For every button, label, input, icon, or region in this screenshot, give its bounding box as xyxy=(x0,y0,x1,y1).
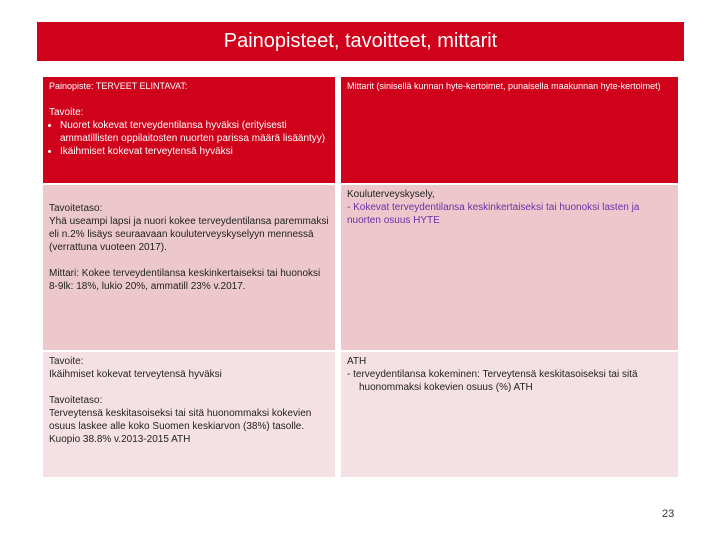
slide-title xyxy=(37,22,684,61)
target-level-heading: Tavoitetaso: xyxy=(49,203,103,214)
table-row xyxy=(43,351,678,478)
row1-left-cell xyxy=(43,184,338,351)
goal-heading: Tavoite: xyxy=(49,356,84,367)
metric-item-line1: - terveydentilansa kokeminen: Terveytensä keskitasoiseksi tai sitä xyxy=(347,369,638,380)
metric-item-line2: huonommaksi kokevien osuus (%) ATH xyxy=(359,382,533,393)
row1-right-cell xyxy=(338,184,678,351)
table-row xyxy=(43,184,678,351)
table-header-row xyxy=(43,77,678,184)
header-right-cell xyxy=(338,77,678,184)
metrics-label: Mittarit (sinisellä kunnan hyte-kertoimet, punaisella maakunnan hyte-kertoimet) xyxy=(347,81,661,91)
goals-table xyxy=(43,77,678,479)
page-number: 23 xyxy=(662,508,675,520)
target-level-text: Terveytensä keskitasoiseksi tai sitä huonommaksi kokevien osuus laskee alle koko Suomen keskiarvon (38%) tasolle. Kuopio 38.8% v.2013-2015 ATH xyxy=(49,408,312,445)
metric-item: - Kokevat terveydentilansa keskinkertaiseksi tai huonoksi lasten ja nuorten osuus HYTE xyxy=(347,202,640,226)
row2-left-cell xyxy=(43,351,338,478)
goal-text: Ikäihmiset kokevat terveytensä hyväksi xyxy=(49,369,222,380)
metric-source: ATH xyxy=(347,356,367,367)
focus-area-label: Painopiste: TERVEET ELINTAVAT: xyxy=(49,81,188,91)
target-level-heading: Tavoitetaso: xyxy=(49,395,103,406)
slide-title-text: Painopisteet, tavoitteet, mittarit xyxy=(223,30,498,52)
header-left-cell xyxy=(43,77,338,184)
metric-source: Kouluterveyskysely, xyxy=(347,189,435,200)
row2-right-cell xyxy=(338,351,678,478)
list-item: • Ikäihmiset kokevat terveytensä hyväksi xyxy=(60,145,329,158)
list-item: • Nuoret kokevat terveydentilansa hyväksi (erityisesti ammatillisten oppilaitosten nuorten parissa määrä lisääntyy) xyxy=(60,119,329,145)
metric-text: Mittari: Kokee terveydentilansa keskinkertaiseksi tai huonoksi 8-9lk: 18%, lukio 20%, ammatill 23% v.2017. xyxy=(49,268,321,292)
header-goal-heading: Tavoite: xyxy=(49,107,84,118)
header-goal-list xyxy=(49,119,329,158)
target-level-text: Yhä useampi lapsi ja nuori kokee terveydentilansa paremmaksi eli n.2% lisäys seuraavaan kouluterveyskyselyyn mennessä (verrattuna vuoteen 2017). xyxy=(49,216,329,253)
